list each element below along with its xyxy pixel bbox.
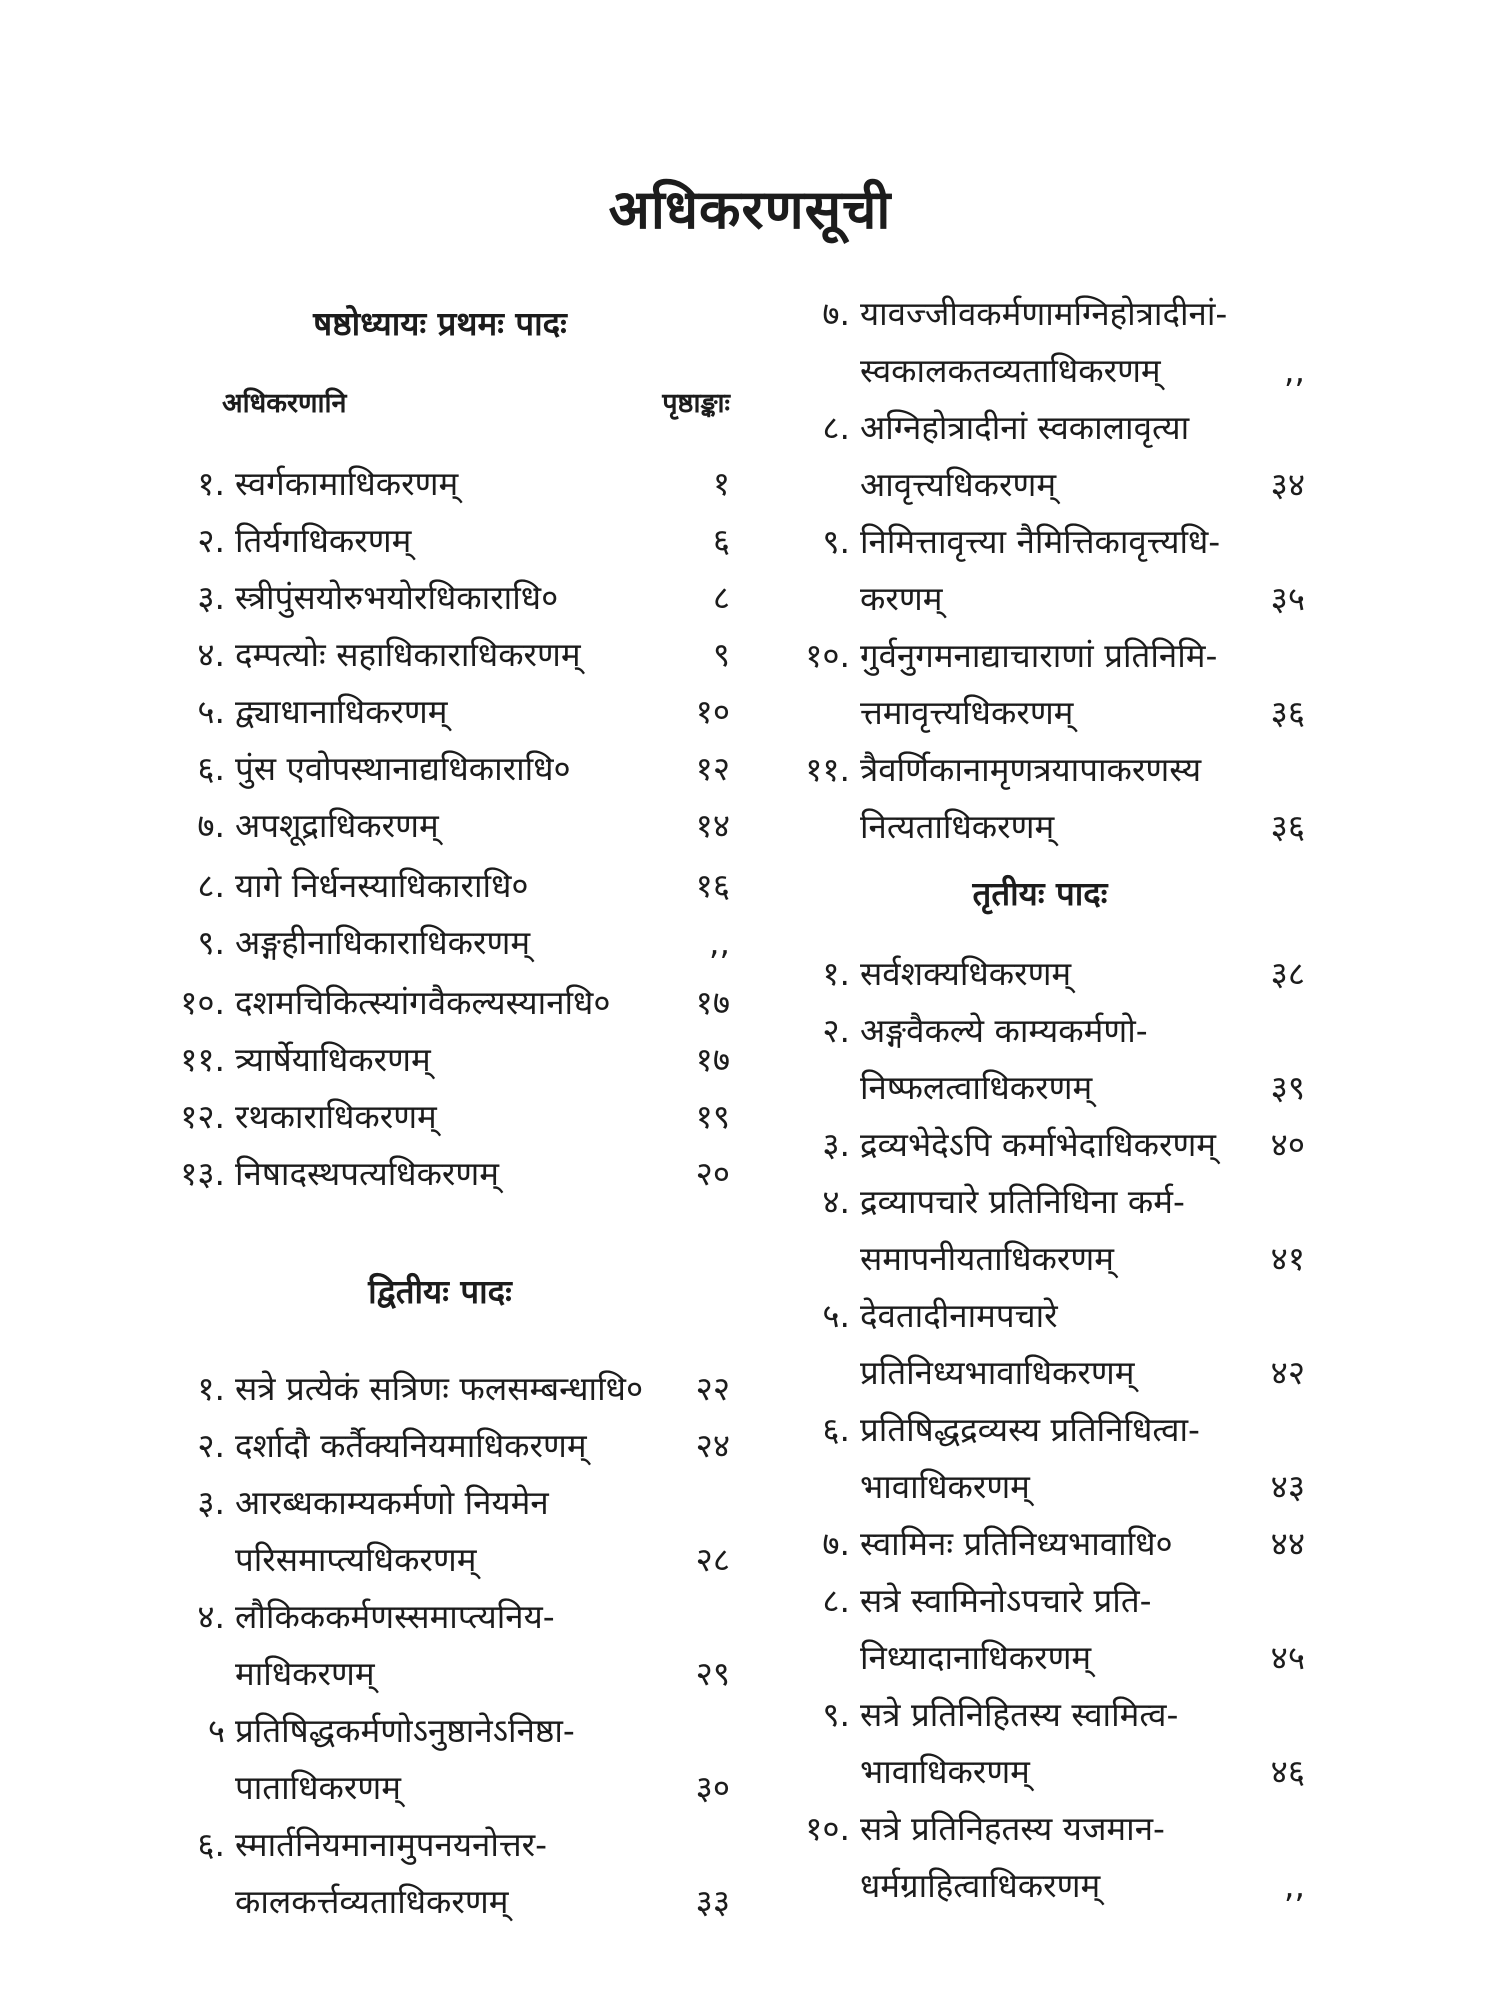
entry-page-number: ३६ [1270,693,1305,732]
entry-title: देवतादीनामपचारे [860,1296,1058,1335]
entry-page-number: ६ [712,521,730,560]
entry-title: प्रतिनिध्यभावाधिकरणम् [860,1353,1135,1392]
entry-number: ११. [805,750,850,789]
entry-page-number: ४० [1270,1125,1305,1164]
entry-title: अङ्गवैकल्ये काम्यकर्मणो- [860,1011,1148,1050]
entry-title: स्वर्गकामाधिकरणम् [235,464,459,503]
entry-title: द्रव्यापचारे प्रतिनिधिना कर्म- [860,1182,1185,1221]
entry-number: १०. [805,636,850,675]
entry-title: त्र्यार्षेयाधिकरणम् [235,1040,431,1079]
entry-number: १३. [180,1154,225,1193]
entry-page-number: ३४ [1270,465,1305,504]
entry-page-number: ४१ [1270,1239,1305,1278]
entry-number: ९. [822,522,850,561]
entry-page-number: ४६ [1270,1752,1305,1791]
entry-page-number: ४२ [1270,1353,1305,1392]
entry-number: ३. [197,1483,225,1522]
entry-title: स्वामिनः प्रतिनिध्यभावाधि० [860,1524,1173,1563]
entry-number: ७. [197,806,225,845]
entry-title: प्रतिषिद्धद्रव्यस्य प्रतिनिधित्वा- [860,1410,1200,1449]
entry-number: ४. [822,1182,850,1221]
entry-page-number: ४३ [1270,1467,1305,1506]
entry-page-number: १२ [695,749,730,788]
entry-number: ८. [822,1581,850,1620]
entry-number: २. [197,521,225,560]
entry-page-number: १६ [695,866,730,905]
entry-page-number: १४ [695,806,730,845]
entry-title: कालकर्त्तव्यताधिकरणम् [235,1882,509,1921]
entry-title: पाताधिकरणम् [235,1768,401,1807]
entry-number: ७. [822,1524,850,1563]
entry-title: सर्वशक्यधिकरणम् [860,954,1072,993]
entry-page-number: ३० [695,1768,730,1807]
entry-title: पुंस एवोपस्थानाद्यधिकाराधि० [235,749,571,788]
entry-title: आरब्धकाम्यकर्मणो नियमेन [235,1483,549,1522]
entry-title: रथकाराधिकरणम् [235,1097,437,1136]
entry-title: निध्यादानाधिकरणम् [860,1638,1092,1677]
entry-title: अग्निहोत्रादीनां स्वकालावृत्या [860,408,1190,447]
entry-title: द्रव्यभेदेऽपि कर्माभेदाधिकरणम् [860,1125,1217,1164]
entry-number: ११. [180,1040,225,1079]
entry-page-number: २८ [695,1540,730,1579]
entry-number: २. [822,1011,850,1050]
entry-number: ५. [822,1296,850,1335]
entry-title: सत्रे प्रतिनिहितस्य स्वामित्व- [860,1695,1179,1734]
entry-title: स्वकालकतव्यताधिकरणम् [860,351,1161,390]
entry-page-number: २४ [695,1426,730,1465]
entry-title: माधिकरणम् [235,1654,375,1693]
entry-page-number: ४४ [1270,1524,1305,1563]
entry-page-number: ३६ [1270,807,1305,846]
section-heading-pada-2: द्वितीयः पादः [368,1272,512,1311]
entry-title: सत्रे प्रत्येकं सत्रिणः फलसम्बन्धाधि० [235,1369,644,1408]
entry-page-number: १७ [695,1040,730,1079]
entry-number: ३. [197,578,225,617]
section-heading-pada-3: तृतीयः पादः [972,874,1108,913]
section-heading-pada-1: षष्ठोध्यायः प्रथमः पादः [313,304,567,343]
entry-number: ६. [197,749,225,788]
entry-title: सत्रे प्रतिनिहतस्य यजमान- [860,1809,1165,1848]
entry-page-number: ३८ [1270,954,1305,993]
page-title: अधिकरणसूची [608,178,892,241]
entry-title: करणम् [860,579,943,618]
entry-number: ४. [197,1597,225,1636]
entry-page-number: ,, [1284,351,1305,390]
entry-title: भावाधिकरणम् [860,1467,1030,1506]
entry-number: ९. [822,1695,850,1734]
entry-title: अपशूद्राधिकरणम् [235,806,439,845]
entry-title: स्त्रीपुंसयोरुभयोरधिकाराधि० [235,578,559,617]
entry-page-number: १ [712,464,730,503]
entry-page-number: २२ [695,1369,730,1408]
entry-number: १. [822,954,850,993]
entry-title: भावाधिकरणम् [860,1752,1030,1791]
entry-number: ८. [197,866,225,905]
entry-page-number: ८ [712,578,730,617]
entry-page-number: ९ [712,635,730,674]
entry-page-number: १० [695,692,730,731]
entry-page-number: ,, [709,923,730,962]
entry-title: नित्यताधिकरणम् [860,807,1055,846]
entry-title: परिसमाप्त्यधिकरणम् [235,1540,477,1579]
entry-title: निष्फलत्वाधिकरणम् [860,1068,1093,1107]
entry-title: दशमचिकित्स्यांगवैकल्यस्यानधि० [235,983,611,1022]
entry-number: ३. [822,1125,850,1164]
entry-page-number: ३५ [1270,579,1305,618]
column-header [222,383,730,420]
entry-page-number: २० [695,1154,730,1193]
entry-number: १. [197,1369,225,1408]
entry-number: ५. [197,692,225,731]
entry-page-number: ३९ [1270,1068,1305,1107]
entry-title: लौकिककर्मणस्समाप्त्यनिय- [235,1597,555,1636]
entry-title: त्रैवर्णिकानामृणत्रयापाकरणस्य [860,750,1202,789]
entry-title: यागे निर्धनस्याधिकाराधि० [235,866,529,905]
entry-page-number: २९ [695,1654,730,1693]
entry-title: दर्शादौ कर्तैक्यनियमाधिकरणम् [235,1426,587,1465]
entry-number: ४. [197,635,225,674]
entry-title: अङ्गहीनाधिकाराधिकरणम् [235,923,531,962]
entry-title: निषादस्थपत्यधिकरणम् [235,1154,499,1193]
entry-page-number: ४५ [1270,1638,1305,1677]
entry-title: तिर्यगधिकरणम् [235,521,412,560]
entry-title: दम्पत्योः सहाधिकाराधिकरणम् [235,635,581,674]
entry-title: त्तमावृत्त्यधिकरणम् [860,693,1074,732]
entry-number: १०. [805,1809,850,1848]
column-header-page: पृष्ठाङ्काः [662,388,730,419]
entry-page-number: ,, [1284,1866,1305,1905]
entry-title: गुर्वनुगमनाद्याचाराणां प्रतिनिमि- [860,636,1218,675]
entry-page-number: १९ [695,1097,730,1136]
entry-page-number: ३३ [695,1882,730,1921]
entry-title: द्व्याधानाधिकरणम् [235,692,448,731]
entry-title: धर्मग्राहित्वाधिकरणम् [860,1866,1101,1905]
entry-number: ७. [822,294,850,333]
entry-title: समापनीयताधिकरणम् [860,1239,1114,1278]
entry-number: १. [197,464,225,503]
entry-number: ८. [822,408,850,447]
column-header-adhikarana: अधिकरणानि [222,388,347,419]
entry-number: ५ [207,1711,225,1750]
entry-title: स्मार्तनियमानामुपनयनोत्तर- [235,1825,548,1864]
entry-title: आवृत्त्यधिकरणम् [860,465,1057,504]
entry-number: ६. [197,1825,225,1864]
entry-number: ९. [197,923,225,962]
entry-number: २. [197,1426,225,1465]
entry-number: ६. [822,1410,850,1449]
entry-title: निमित्तावृत्त्या नैमित्तिकावृत्त्यधि- [860,522,1221,561]
entry-title: सत्रे स्वामिनोऽपचारे प्रति- [860,1581,1152,1620]
entry-title: यावज्जीवकर्मणामग्निहोत्रादीनां- [860,294,1228,333]
entry-title: प्रतिषिद्धकर्मणोऽनुष्ठानेऽनिष्ठा- [235,1711,575,1750]
entry-page-number: १७ [695,983,730,1022]
entry-number: १२. [180,1097,225,1136]
entry-number: १०. [180,983,225,1022]
